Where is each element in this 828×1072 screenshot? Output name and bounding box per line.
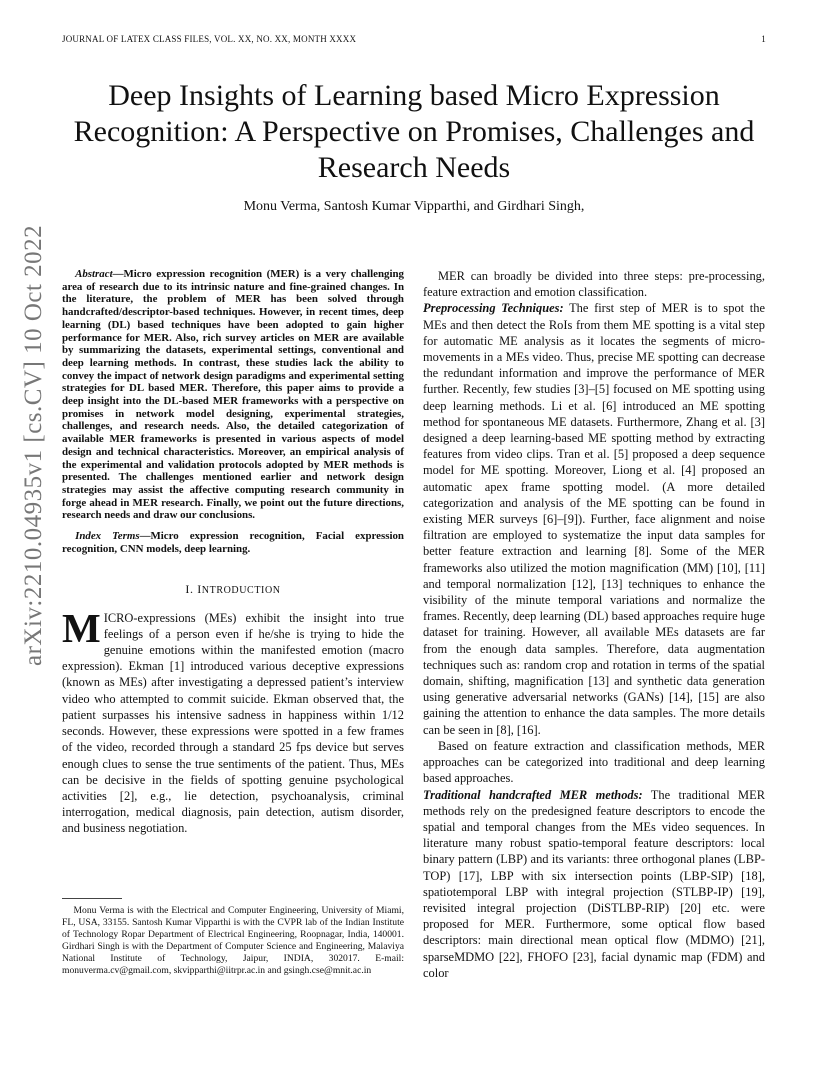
paragraph-categories: Based on feature extraction and classification methods, MER approaches can be categorized into traditional and deep learning based approaches.: [423, 738, 765, 786]
abstract-text: —Micro expression recognition (MER) is a very challenging area of research due to its intrinsic nature and fine-grained changes. In the literature, the problem of MER has been solved through handcrafted/descriptor-based techniques. However, in recent times, deep learning (DL) based techniques have been adopted to gain higher performance for MER. Also, rich survey articles on MER are available by summarizing the datasets, experimental settings, conventional and deep learning methods. In contrast, these studies lack the ability to convey the impact of network design paradigms and experimental setting strategies for DL based MER. Therefore, this paper aims to provide a deep insight into the DL-based MER frameworks with a perspective on promises in network model designing, experimental strategies, challenges, and research needs. Also, the detailed categorization of available MER frameworks is presented in various aspects of model design and technical characteristics. Moreover, an empirical analysis of the experimental and validation protocols adopted by MER methods is presented. The challenges mentioned earlier and network design strategies may assist the affective computing research community in forge ahead in MER research. Finally, we point out the future directions, research needs and draw our conclusions.: [62, 268, 404, 522]
drop-cap: M: [62, 604, 101, 651]
right-column: [423, 268, 765, 981]
section-title-rest: NTRODUCTION: [201, 585, 281, 597]
abstract-label: Abstract: [75, 268, 113, 280]
arxiv-stamp: arXiv:2210.04935v1 [cs.CV] 10 Oct 2022: [20, 224, 47, 666]
running-header: [62, 34, 766, 48]
paragraph-preprocessing: [423, 300, 765, 737]
left-column: [62, 268, 404, 837]
intro-paragraph: [62, 604, 404, 837]
intro-text: ICRO-expressions (MEs) exhibit the insight into true feelings of a person even if he/she is trying to hide the genuine emotions within the manifested emotion (macro expression). Ekman [1] introduced various deceptive expressions (known as MEs) after investigating a depressed patient’s interview video who attempted to commit suicide. Ekman observed that, the patient surpasses his intensive sadness in happiness within 1/12 seconds. However, these expressions were spotted in a few frames of the video, recorded through a standard 25 fps device but serves enough clues to sense the true sentiments of the patient. Thus, MEs can be decisive in the fields of spotting genuine psychological activities [2], e.g., lie detection, psychoanalysis, criminal interrogation, medical diagnosis, pain detection, autism disorder, and business negotiation.: [62, 610, 404, 836]
journal-name: JOURNAL OF LATEX CLASS FILES, VOL. XX, NO. XX, MONTH XXXX: [62, 34, 357, 44]
footnote-rule: [62, 898, 122, 899]
section-first-letter: I: [197, 582, 202, 597]
abstract: [62, 268, 404, 522]
traditional-text: The traditional MER methods rely on the predesigned feature descriptors to encode the spatial and temporal changes from the MEs video sequences. In literature many robust spatio-temporal feature descriptors: local binary pattern (LBP) and its variants: three orthogonal planes (LBP-TOP) [17], LBP with six intersection points (LBP-SIP) [18], spatiotemporal LBP with integral projection (STLBP-IP) [19], revisited integral projection (DiSTLBP-RIP) [20] etc. were proposed for MER. Furthermore, some optical flow based descriptors: main directional mean optical flow (MDMO) [21], sparseMDMO [22], FHOFO [23], facial dynamic map (FDM) and color: [423, 787, 766, 980]
page-number: 1: [761, 34, 766, 44]
section-number: I.: [185, 582, 194, 597]
paragraph-traditional: [423, 787, 765, 981]
author-list: Monu Verma, Santosh Kumar Vipparthi, and Girdhari Singh,: [243, 199, 585, 214]
index-terms: [62, 530, 404, 555]
traditional-lead: Traditional handcrafted MER methods:: [423, 787, 643, 802]
paragraph-overview: MER can broadly be divided into three steps: pre-processing, feature extraction and emotion classification.: [423, 269, 765, 300]
author-footnote: Monu Verma is with the Electrical and Computer Engineering, University of Miami, FL, USA, 33155. Santosh Kumar Vipparthi is with the CVPR lab of the Indian Institute of Technology Ropar Department of Electrical Engineering, Roopnagar, India, 140001. Girdhari Singh is with the Department of Computer Science and Engineering, Malaviya National Institute of Technology, Jaipur, INDIA, 302017. E-mail: monuverma.cv@gmail.com, skvipparthi@iitrpr.ac.in and gsingh.cse@mnit.ac.in: [62, 905, 404, 976]
preprocessing-lead: Preprocessing Techniques:: [423, 301, 564, 316]
index-terms-text: —Micro expression recognition, Facial expression recognition, CNN models, deep learning.: [62, 530, 404, 555]
index-terms-label: Index Terms: [75, 530, 140, 543]
section-heading-introduction: [62, 581, 404, 599]
preprocessing-text: The first step of MER is to spot the MEs and then detect the RoIs from them ME spotting is a vital step for automatic ME analysis as it locates the segments of micro-movements in a MEs video. Thus, precise ME spotting can decrease the redundant information and improve the performance of MER further. Recently, few studies [3]–[5] focused on ME spotting using deep learning methods. Li et al. [6] introduced an ME spotting method for spontaneous ME datasets. Furthermore, Zhang et al. [3] designed a deep learning-based ME spotting method by extracting features from video clips. Tran et al. [5] proposed a deep sequence model for ME spotting. Moreover, Liong et al. [4] proposed an automatic apex frame spotting model. (A more detailed categorization and analysis of the ME spotting can be found in existing MER surveys [6]–[9]). Further, face alignment and noise filtration are employed to systematize the input data samples for better feature extraction and learning [8]. Some of the MER frameworks also utilized the motion magnification (MM) [10], [11] and temporal normalization [12], [13] techniques to enhance the visibility of the minute temporal variations and normalize the frames. Recently, deep learning (DL) based approaches require huge dataset for training. However, all available MEs datasets are far from the enough data samples. Therefore, data augmentation techniques such as: random crop and rotation in terms of the spatial domain, shifting, magnification [13] and synthetic data generation using generative adversarial networks (GANs) [14], [15] are also gaining the attention to enhance the data samples. The more details can be seen in [8], [16].: [423, 301, 765, 737]
paper-title: Deep Insights of Learning based Micro Expression Recognition: A Perspective on Promises, Challenges and Research Needs: [73, 79, 755, 184]
